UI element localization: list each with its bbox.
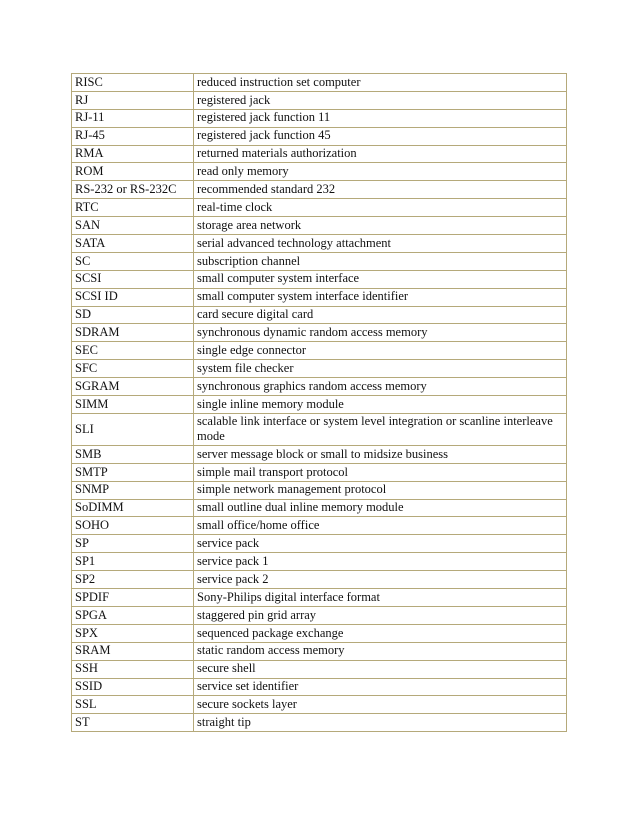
acronym-cell: SSL — [72, 696, 194, 714]
definition-cell: small computer system interface identifier — [194, 288, 567, 306]
acronym-cell: SMB — [72, 445, 194, 463]
acronym-table-body — [72, 74, 567, 732]
table-row — [72, 181, 567, 199]
definition-cell: service pack — [194, 535, 567, 553]
table-row — [72, 396, 567, 414]
definition-cell: staggered pin grid array — [194, 606, 567, 624]
definition-cell: simple mail transport protocol — [194, 463, 567, 481]
table-row — [72, 678, 567, 696]
acronym-cell: SPX — [72, 624, 194, 642]
acronym-cell: SSID — [72, 678, 194, 696]
acronym-cell: SSH — [72, 660, 194, 678]
definition-cell: static random access memory — [194, 642, 567, 660]
acronym-cell: SMTP — [72, 463, 194, 481]
acronym-cell: SRAM — [72, 642, 194, 660]
table-row — [72, 445, 567, 463]
table-row — [72, 624, 567, 642]
table-row — [72, 660, 567, 678]
acronym-cell: RMA — [72, 145, 194, 163]
acronym-cell: SP — [72, 535, 194, 553]
definition-cell: subscription channel — [194, 252, 567, 270]
table-row — [72, 109, 567, 127]
definition-cell: returned materials authorization — [194, 145, 567, 163]
definition-cell: sequenced package exchange — [194, 624, 567, 642]
acronym-cell: SCSI ID — [72, 288, 194, 306]
table-row — [72, 127, 567, 145]
acronym-cell: SPDIF — [72, 589, 194, 607]
definition-cell: small outline dual inline memory module — [194, 499, 567, 517]
table-row — [72, 91, 567, 109]
definition-cell: storage area network — [194, 217, 567, 235]
definition-cell: service pack 1 — [194, 553, 567, 571]
acronym-cell: SAN — [72, 217, 194, 235]
acronym-cell: SGRAM — [72, 378, 194, 396]
table-row — [72, 74, 567, 92]
definition-cell: Sony-Philips digital interface format — [194, 589, 567, 607]
acronym-cell: RISC — [72, 74, 194, 92]
acronym-cell: SoDIMM — [72, 499, 194, 517]
table-row — [72, 481, 567, 499]
table-row — [72, 145, 567, 163]
acronym-cell: RS-232 or RS-232C — [72, 181, 194, 199]
definition-cell: scalable link interface or system level integration or scanline interleave mode — [194, 413, 567, 445]
table-row — [72, 517, 567, 535]
acronym-cell: SEC — [72, 342, 194, 360]
table-row — [72, 324, 567, 342]
acronym-cell: ROM — [72, 163, 194, 181]
definition-cell: secure shell — [194, 660, 567, 678]
table-row — [72, 553, 567, 571]
table-row — [72, 642, 567, 660]
acronym-cell: RTC — [72, 199, 194, 217]
acronym-cell: RJ-45 — [72, 127, 194, 145]
acronym-cell: SP1 — [72, 553, 194, 571]
definition-cell: serial advanced technology attachment — [194, 235, 567, 253]
table-row — [72, 342, 567, 360]
definition-cell: service pack 2 — [194, 571, 567, 589]
acronym-cell: SFC — [72, 360, 194, 378]
acronym-cell: SPGA — [72, 606, 194, 624]
definition-cell: registered jack — [194, 91, 567, 109]
table-row — [72, 499, 567, 517]
definition-cell: single inline memory module — [194, 396, 567, 414]
table-row — [72, 306, 567, 324]
table-row — [72, 714, 567, 732]
definition-cell: small computer system interface — [194, 270, 567, 288]
acronym-cell: SATA — [72, 235, 194, 253]
acronym-cell: SOHO — [72, 517, 194, 535]
table-row — [72, 535, 567, 553]
definition-cell: card secure digital card — [194, 306, 567, 324]
definition-cell: small office/home office — [194, 517, 567, 535]
acronym-cell: SIMM — [72, 396, 194, 414]
table-row — [72, 378, 567, 396]
acronym-cell: SLI — [72, 413, 194, 445]
definition-cell: registered jack function 45 — [194, 127, 567, 145]
acronym-cell: SCSI — [72, 270, 194, 288]
table-row — [72, 360, 567, 378]
definition-cell: real-time clock — [194, 199, 567, 217]
table-row — [72, 288, 567, 306]
table-row — [72, 571, 567, 589]
definition-cell: synchronous graphics random access memory — [194, 378, 567, 396]
table-row — [72, 199, 567, 217]
acronym-cell: ST — [72, 714, 194, 732]
table-row — [72, 413, 567, 445]
acronym-cell: SP2 — [72, 571, 194, 589]
acronym-cell: SNMP — [72, 481, 194, 499]
table-row — [72, 217, 567, 235]
acronym-cell: SC — [72, 252, 194, 270]
definition-cell: system file checker — [194, 360, 567, 378]
table-row — [72, 270, 567, 288]
definition-cell: reduced instruction set computer — [194, 74, 567, 92]
acronym-cell: RJ — [72, 91, 194, 109]
definition-cell: secure sockets layer — [194, 696, 567, 714]
acronym-cell: SD — [72, 306, 194, 324]
table-row — [72, 589, 567, 607]
acronym-table — [71, 73, 567, 732]
definition-cell: synchronous dynamic random access memory — [194, 324, 567, 342]
acronym-cell: RJ-11 — [72, 109, 194, 127]
table-row — [72, 696, 567, 714]
acronym-cell: SDRAM — [72, 324, 194, 342]
table-row — [72, 163, 567, 181]
definition-cell: server message block or small to midsize business — [194, 445, 567, 463]
table-row — [72, 235, 567, 253]
definition-cell: service set identifier — [194, 678, 567, 696]
definition-cell: straight tip — [194, 714, 567, 732]
definition-cell: single edge connector — [194, 342, 567, 360]
definition-cell: read only memory — [194, 163, 567, 181]
table-row — [72, 252, 567, 270]
definition-cell: recommended standard 232 — [194, 181, 567, 199]
table-row — [72, 606, 567, 624]
definition-cell: simple network management protocol — [194, 481, 567, 499]
table-row — [72, 463, 567, 481]
definition-cell: registered jack function 11 — [194, 109, 567, 127]
